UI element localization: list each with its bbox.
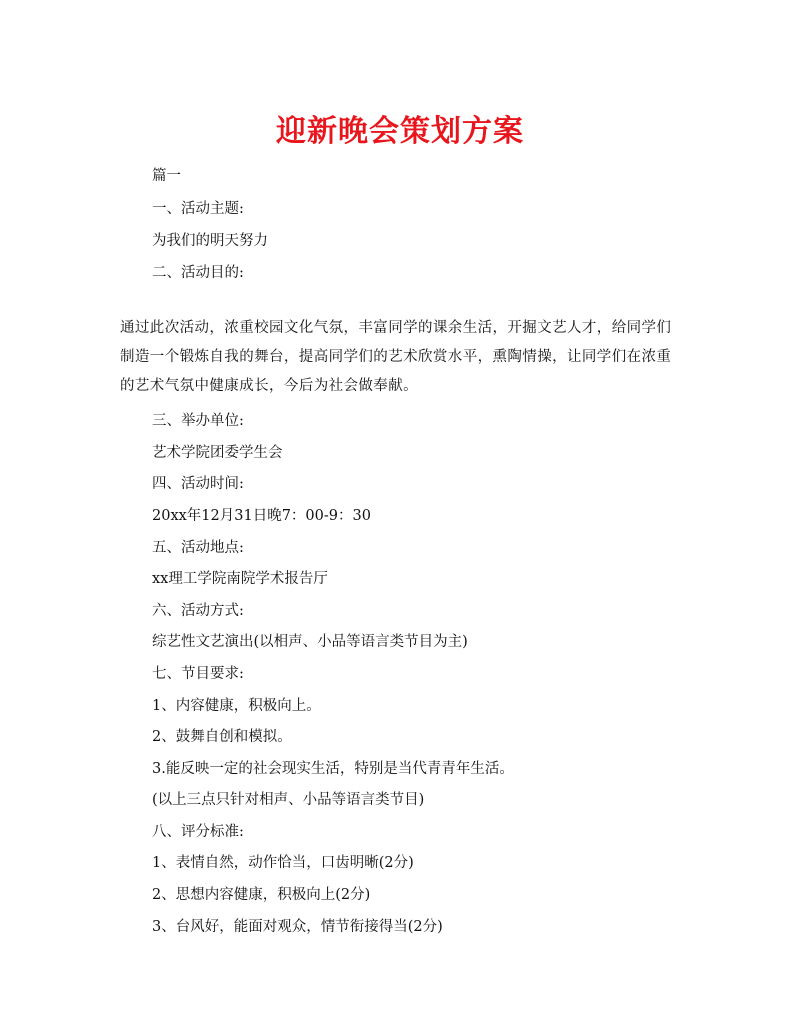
activity-theme-text: 为我们的明天努力	[152, 233, 268, 249]
activity-format-text: 综艺性文艺演出(以相声、小品等语言类节目为主)	[152, 634, 468, 650]
heading-activity-time: 四、活动时间:	[152, 476, 244, 492]
requirement-item: 2、鼓舞自创和模拟。	[152, 729, 292, 745]
section-label: 篇一	[152, 168, 181, 184]
scoring-item: 1、表情自然，动作恰当，口齿明晰(2分)	[152, 855, 414, 871]
heading-activity-purpose: 二、活动目的:	[152, 265, 244, 281]
heading-activity-location: 五、活动地点:	[152, 540, 244, 556]
scoring-item: 2、思想内容健康，积极向上(2分)	[152, 887, 371, 903]
heading-scoring-criteria: 八、评分标准:	[152, 824, 244, 840]
activity-time-text: 20xx年12月31日晚7：00-9：30	[152, 508, 371, 524]
heading-organizer: 三、举办单位:	[152, 413, 244, 429]
requirement-note: (以上三点只针对相声、小品等语言类节目)	[152, 792, 425, 808]
document-title: 迎新晚会策划方案	[276, 114, 524, 149]
organizer-text: 艺术学院团委学生会	[152, 445, 283, 461]
heading-activity-format: 六、活动方式:	[152, 603, 244, 619]
scoring-item: 3、台风好，能面对观众，情节衔接得当(2分)	[152, 919, 443, 935]
heading-activity-theme: 一、活动主题:	[152, 201, 244, 217]
heading-program-requirements: 七、节目要求:	[152, 666, 244, 682]
requirement-item: 3.能反映一定的社会现实生活，特别是当代青青年生活。	[152, 761, 514, 777]
requirement-item: 1、内容健康，积极向上。	[152, 698, 321, 714]
activity-purpose-paragraph: 通过此次活动，浓重校园文化气氛，丰富同学的课余生活，开掘文艺人才，给同学们制造一个锻炼自我的舞台，提高同学们的艺术欣赏水平，熏陶情操，让同学们在浓重的艺术气氛中健康成长，今后为社会做奉献。	[120, 320, 672, 394]
activity-location-text: xx理工学院南院学术报告厅	[152, 571, 328, 587]
